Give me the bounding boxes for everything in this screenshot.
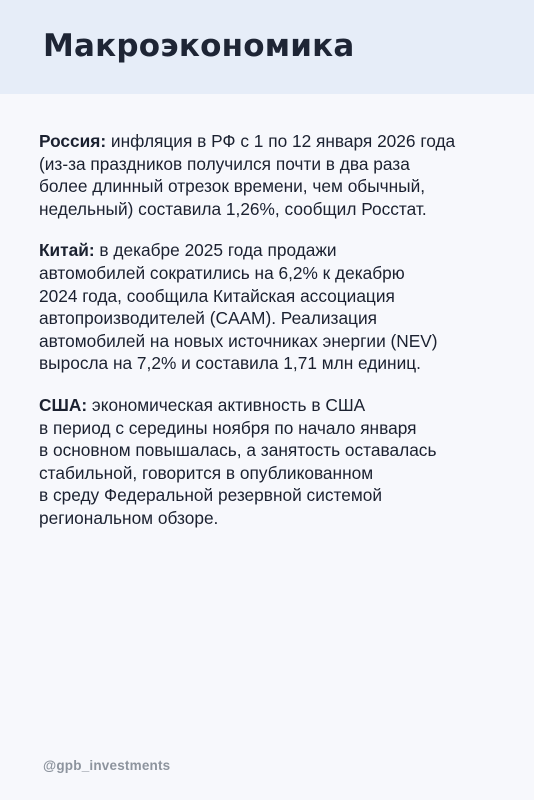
country-label: Россия: (39, 131, 107, 151)
news-text-line: (из-за праздников получился почти в два раза (39, 153, 410, 174)
news-item-first-line (39, 239, 509, 262)
news-text-line: в период с середины ноября по начало января (39, 417, 417, 438)
news-item-first-line (39, 394, 509, 417)
header-banner (0, 0, 534, 94)
news-text-line: более длинный отрезок времени, чем обычный, (39, 176, 426, 197)
news-item-china (39, 239, 509, 375)
country-label: США: (39, 394, 88, 415)
news-text-line: 2024 года, сообщила Китайская ассоциация (39, 285, 395, 306)
news-text-line: в среду Федеральной резервной системой (39, 485, 382, 506)
news-text: в декабре 2025 года продажи (94, 240, 337, 261)
news-text-line: автомобилей на новых источниках энергии (NEV) (39, 330, 438, 351)
news-text-line: региональном обзоре. (39, 507, 219, 528)
news-item-first-line (39, 130, 509, 153)
news-text-line: автопроизводителей (CAAM). Реализация (39, 308, 377, 329)
page-title: Макроэкономика (43, 28, 355, 64)
news-text-line: автомобилей сократились на 6,2% к декабрю (39, 262, 405, 283)
news-text-line: стабильной, говорится в опубликованном (39, 462, 374, 483)
news-content (39, 130, 509, 549)
country-label: Китай: (39, 240, 95, 261)
news-item-russia (39, 130, 509, 220)
news-text-line: недельный) составила 1,26%, сообщил Росстат. (39, 198, 427, 219)
news-text-line: в основном повышалась, а занятость оставалась (39, 440, 437, 461)
news-text: экономическая активность в США (87, 394, 366, 415)
news-item-usa (39, 394, 509, 530)
news-text-line: выросла на 7,2% и составила 1,71 млн единиц. (39, 353, 421, 374)
news-text: инфляция в РФ с 1 по 12 января 2026 года (106, 131, 456, 151)
channel-handle: @gpb_investments (43, 758, 171, 773)
